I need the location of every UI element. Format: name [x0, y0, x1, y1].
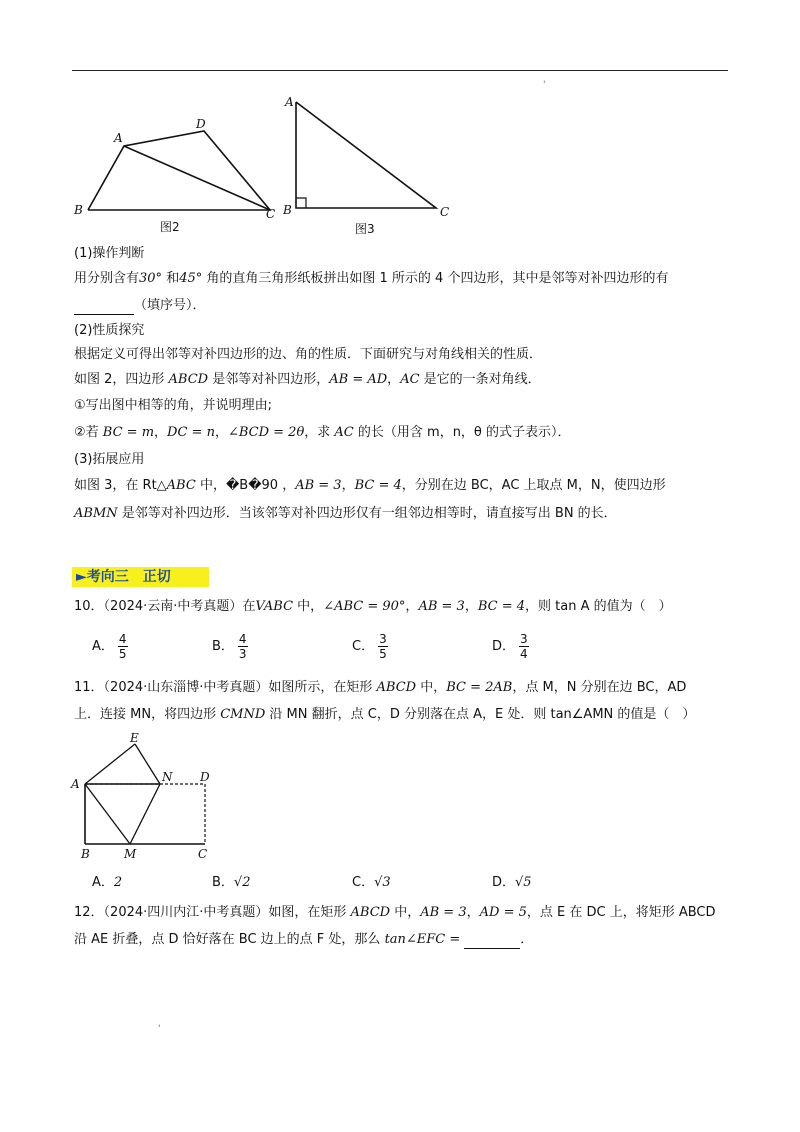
q11-line2: 上．连接 MN，将四边形 CMND 沿 MN 翻折，点 C，D 分别落在点 A，E 处．则 tan∠AMN 的值是（ ）: [74, 707, 696, 722]
q10-option-c: C． $\frac{3}{5}$: [352, 632, 387, 661]
fig3-caption: 图3: [355, 222, 375, 236]
section-title: ►考向三 正切: [72, 567, 209, 587]
fig2-label-d: D: [196, 117, 206, 131]
part3-title: (3)拓展应用: [74, 452, 145, 467]
fig11-label-c: C: [198, 847, 208, 861]
fig2-label-c: C: [266, 207, 276, 221]
q10-stem: 10．（2024·云南·中考真题）在VABC 中，∠ABC = 90°，AB = 3，BC = 4，则 tan A 的值为（ ）: [74, 599, 672, 614]
answer-blank-1: [74, 314, 134, 315]
figure-q11: [66, 732, 226, 862]
fig11-label-a: A: [71, 777, 80, 791]
part3-line1: 如图 3，在 Rt△ABC 中，�B�90 ，AB = 3，BC = 4，分别在边 BC，AC 上取点 M，N，使四边形: [74, 478, 666, 493]
part1-line1: 用分别含有30° 和45° 角的直角三角形纸板拼出如图 1 所示的 4 个四边形，其中是邻等对补四边形的有: [74, 271, 669, 286]
q10-option-a: A． $\frac{4}{5}$: [92, 632, 127, 661]
fig11-label-n: N: [162, 770, 173, 784]
q12-line1: 12．（2024·四川内江·中考真题）如图，在矩形 ABCD 中，AB = 3，AD = 5，点 E 在 DC 上，将矩形 ABCD: [74, 905, 716, 920]
answer-blank-12: [464, 948, 520, 949]
q11-line1: 11．（2024·山东淄博·中考真题）如图所示，在矩形 ABCD 中，BC = 2AB，点 M，N 分别在边 BC，AD: [74, 680, 687, 695]
fig2-caption: 图2: [160, 220, 180, 234]
fig11-label-d: D: [200, 770, 210, 784]
header-rule: [72, 70, 728, 71]
fig11-label-b: B: [81, 847, 90, 861]
fig11-label-m: M: [124, 847, 137, 861]
stray-mark-bottom: ': [158, 1024, 161, 1034]
q10-option-b: B． $\frac{4}{3}$: [212, 632, 247, 661]
figure-3: [280, 92, 460, 242]
part2-question-1: ①写出图中相等的角，并说明理由;: [74, 398, 273, 413]
q11-option-c: C．√3: [352, 875, 391, 890]
q10-option-d: D． $\frac{3}{4}$: [492, 632, 528, 661]
fig11-label-e: E: [130, 732, 139, 745]
figure-2: [70, 110, 290, 240]
fig3-label-a: A: [285, 95, 294, 109]
fig2-label-b: B: [74, 203, 83, 217]
part3-line2: ABMN 是邻等对补四边形．当该邻等对补四边形仅有一组邻边相等时，请直接写出 BN 的长．: [74, 506, 617, 521]
fig2-label-a: A: [114, 131, 123, 145]
q11-option-a: A．2: [92, 875, 123, 890]
part2-question-2: ②若 BC = m，DC = n，∠BCD = 2θ，求 AC 的长（用含 m，n，θ 的式子表示）．: [74, 425, 571, 440]
part2-line1: 根据定义可得出邻等对补四边形的边、角的性质．下面研究与对角线相关的性质．: [74, 347, 543, 362]
q11-option-b: B．√2: [212, 875, 251, 890]
fig3-label-b: B: [283, 203, 292, 217]
part2-title: (2)性质探究: [74, 323, 145, 338]
q12-line2: 沿 AE 折叠，点 D 恰好落在 BC 边上的点 F 处，那么 tan∠EFC = ．: [74, 932, 534, 947]
part1-title: (1)操作判断: [74, 246, 145, 261]
part2-line2: 如图 2，四边形 ABCD 是邻等对补四边形，AB = AD，AC 是它的一条对角线．: [74, 372, 541, 387]
q11-option-d: D．√5: [492, 875, 532, 890]
part1-line2: （填序号）．: [74, 297, 206, 315]
stray-mark: ': [543, 80, 546, 90]
fig3-label-c: C: [440, 205, 450, 219]
